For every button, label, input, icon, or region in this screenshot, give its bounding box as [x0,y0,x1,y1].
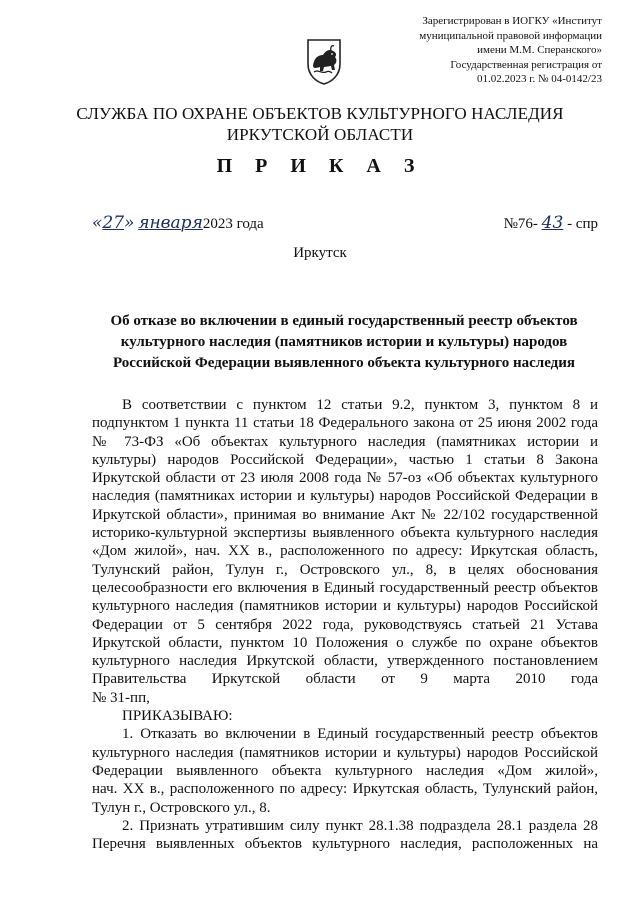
city-name: Иркутск [293,245,347,261]
subject-line: культурного наследия (памятников истории и культуры) народов [120,334,568,350]
item2-line: Перечня выявленных объектов культурного наследия, расположенных на [92,836,598,853]
order-number-suffix: - спр [567,216,598,232]
item1-line: Тулун г., Островского ул., 8. [92,799,271,816]
body-line: № 73-ФЗ «Об объектах культурного наследия (памятниках истории и [92,433,598,450]
order-number-prefix: №76- [503,216,538,232]
registration-line: имени М.М. Сперанского» [477,44,602,56]
registration-line: 01.02.2023 г. № 04-0142/23 [477,73,602,85]
body-line: «Дом жилой», нач. XX в., расположенного по адресу: Иркутская область, [92,543,598,560]
date-number-line [92,207,598,237]
organization-name-line2: ИРКУТСКОЙ ОБЛАСТИ [226,125,414,144]
body-line: Иркутской области», принимая во внимание Акт № 22/102 государственной [92,506,598,523]
order-date [92,213,264,233]
body-line: культурного наследия Иркутской области, утвержденного постановлением [92,653,598,670]
date-year: 2023 года [202,216,264,232]
body-line: Иркутской области от 23 июля 2008 года № 57-оз «Об объектах культурного [92,470,598,487]
body-line: Иркутской области, пунктом 10 Положения о службе по охране объектов [92,634,598,651]
body-line: Федерации от 5 сентября 2022 года, руководствуясь статьей 21 Устава [92,616,598,633]
organization-name-line1: СЛУЖБА ПО ОХРАНЕ ОБЪЕКТОВ КУЛЬТУРНОГО НАСЛЕДИЯ [76,104,564,123]
order-word: ПРИКАЗЫВАЮ: [122,708,233,725]
date-month-handwritten: января [138,213,203,233]
body-line: В соответствии с пунктом 12 статьи 9.2, пунктом 3, пунктом 8 и [122,397,598,413]
subject-line: Российской Федерации выявленного объекта культурного наследия [112,355,576,371]
item1-line: культурного наследия (памятников истории и культуры) народов Российской [92,744,598,761]
registration-line: муниципальной правовой информации [419,29,602,42]
body-line: № 31-пп, [92,689,150,706]
body-line: Тулунский район, Тулун г., Островского ул., 8, в целях обоснования [92,561,598,578]
item2-line: 2. Признать утратившим силу пункт 28.1.38 подраздела 28.1 раздела 28 [122,817,598,834]
registration-line: Зарегистрирован в ИОГКУ «Институт [422,15,602,27]
registration-line: Государственная регистрация от [450,58,602,71]
date-close-quote: » [124,213,135,233]
body-line: историко-культурной экспертизы выявленного объекта культурного наследия [92,525,598,542]
body-line: культурного наследия (памятников истории и культуры) народов Российской [92,598,598,615]
item1-line: нач. XX в., расположенного по адресу: Иркутская область, Тулунский район, [92,781,598,798]
body-line: подпунктом 1 пункта 11 статьи 18 Федерального закона от 25 июня 2002 года [92,415,598,432]
body-line: культуры) народов Российской Федерации», частью 1 статьи 8 Закона [92,451,598,468]
order-subject [96,311,592,374]
body-line: Правительства Иркутской области от 9 марта 2010 года [92,671,598,688]
item1-line: 1. Отказать во включении в Единый государственный реестр объектов [122,726,598,743]
body-line: целесообразности его включения в Единый государственный реестр объектов [92,579,598,596]
item1-line: Федерации выявленного объекта культурного наследия «Дом жилой», [92,762,598,779]
date-open-quote: « [92,213,103,233]
document-title: П Р И К А З [216,155,424,177]
irkutsk-coat-of-arms-icon [304,36,344,86]
order-number [504,213,598,233]
date-day-handwritten: 27 [102,213,125,233]
body-line: наследия (памятниках истории и культуры) народов Российской Федерации в [92,488,598,505]
registration-stamp [362,14,602,87]
order-body [92,396,598,853]
subject-line: Об отказе во включении в единый государственный реестр объектов [110,313,578,329]
order-number-handwritten: 43 [541,213,564,233]
